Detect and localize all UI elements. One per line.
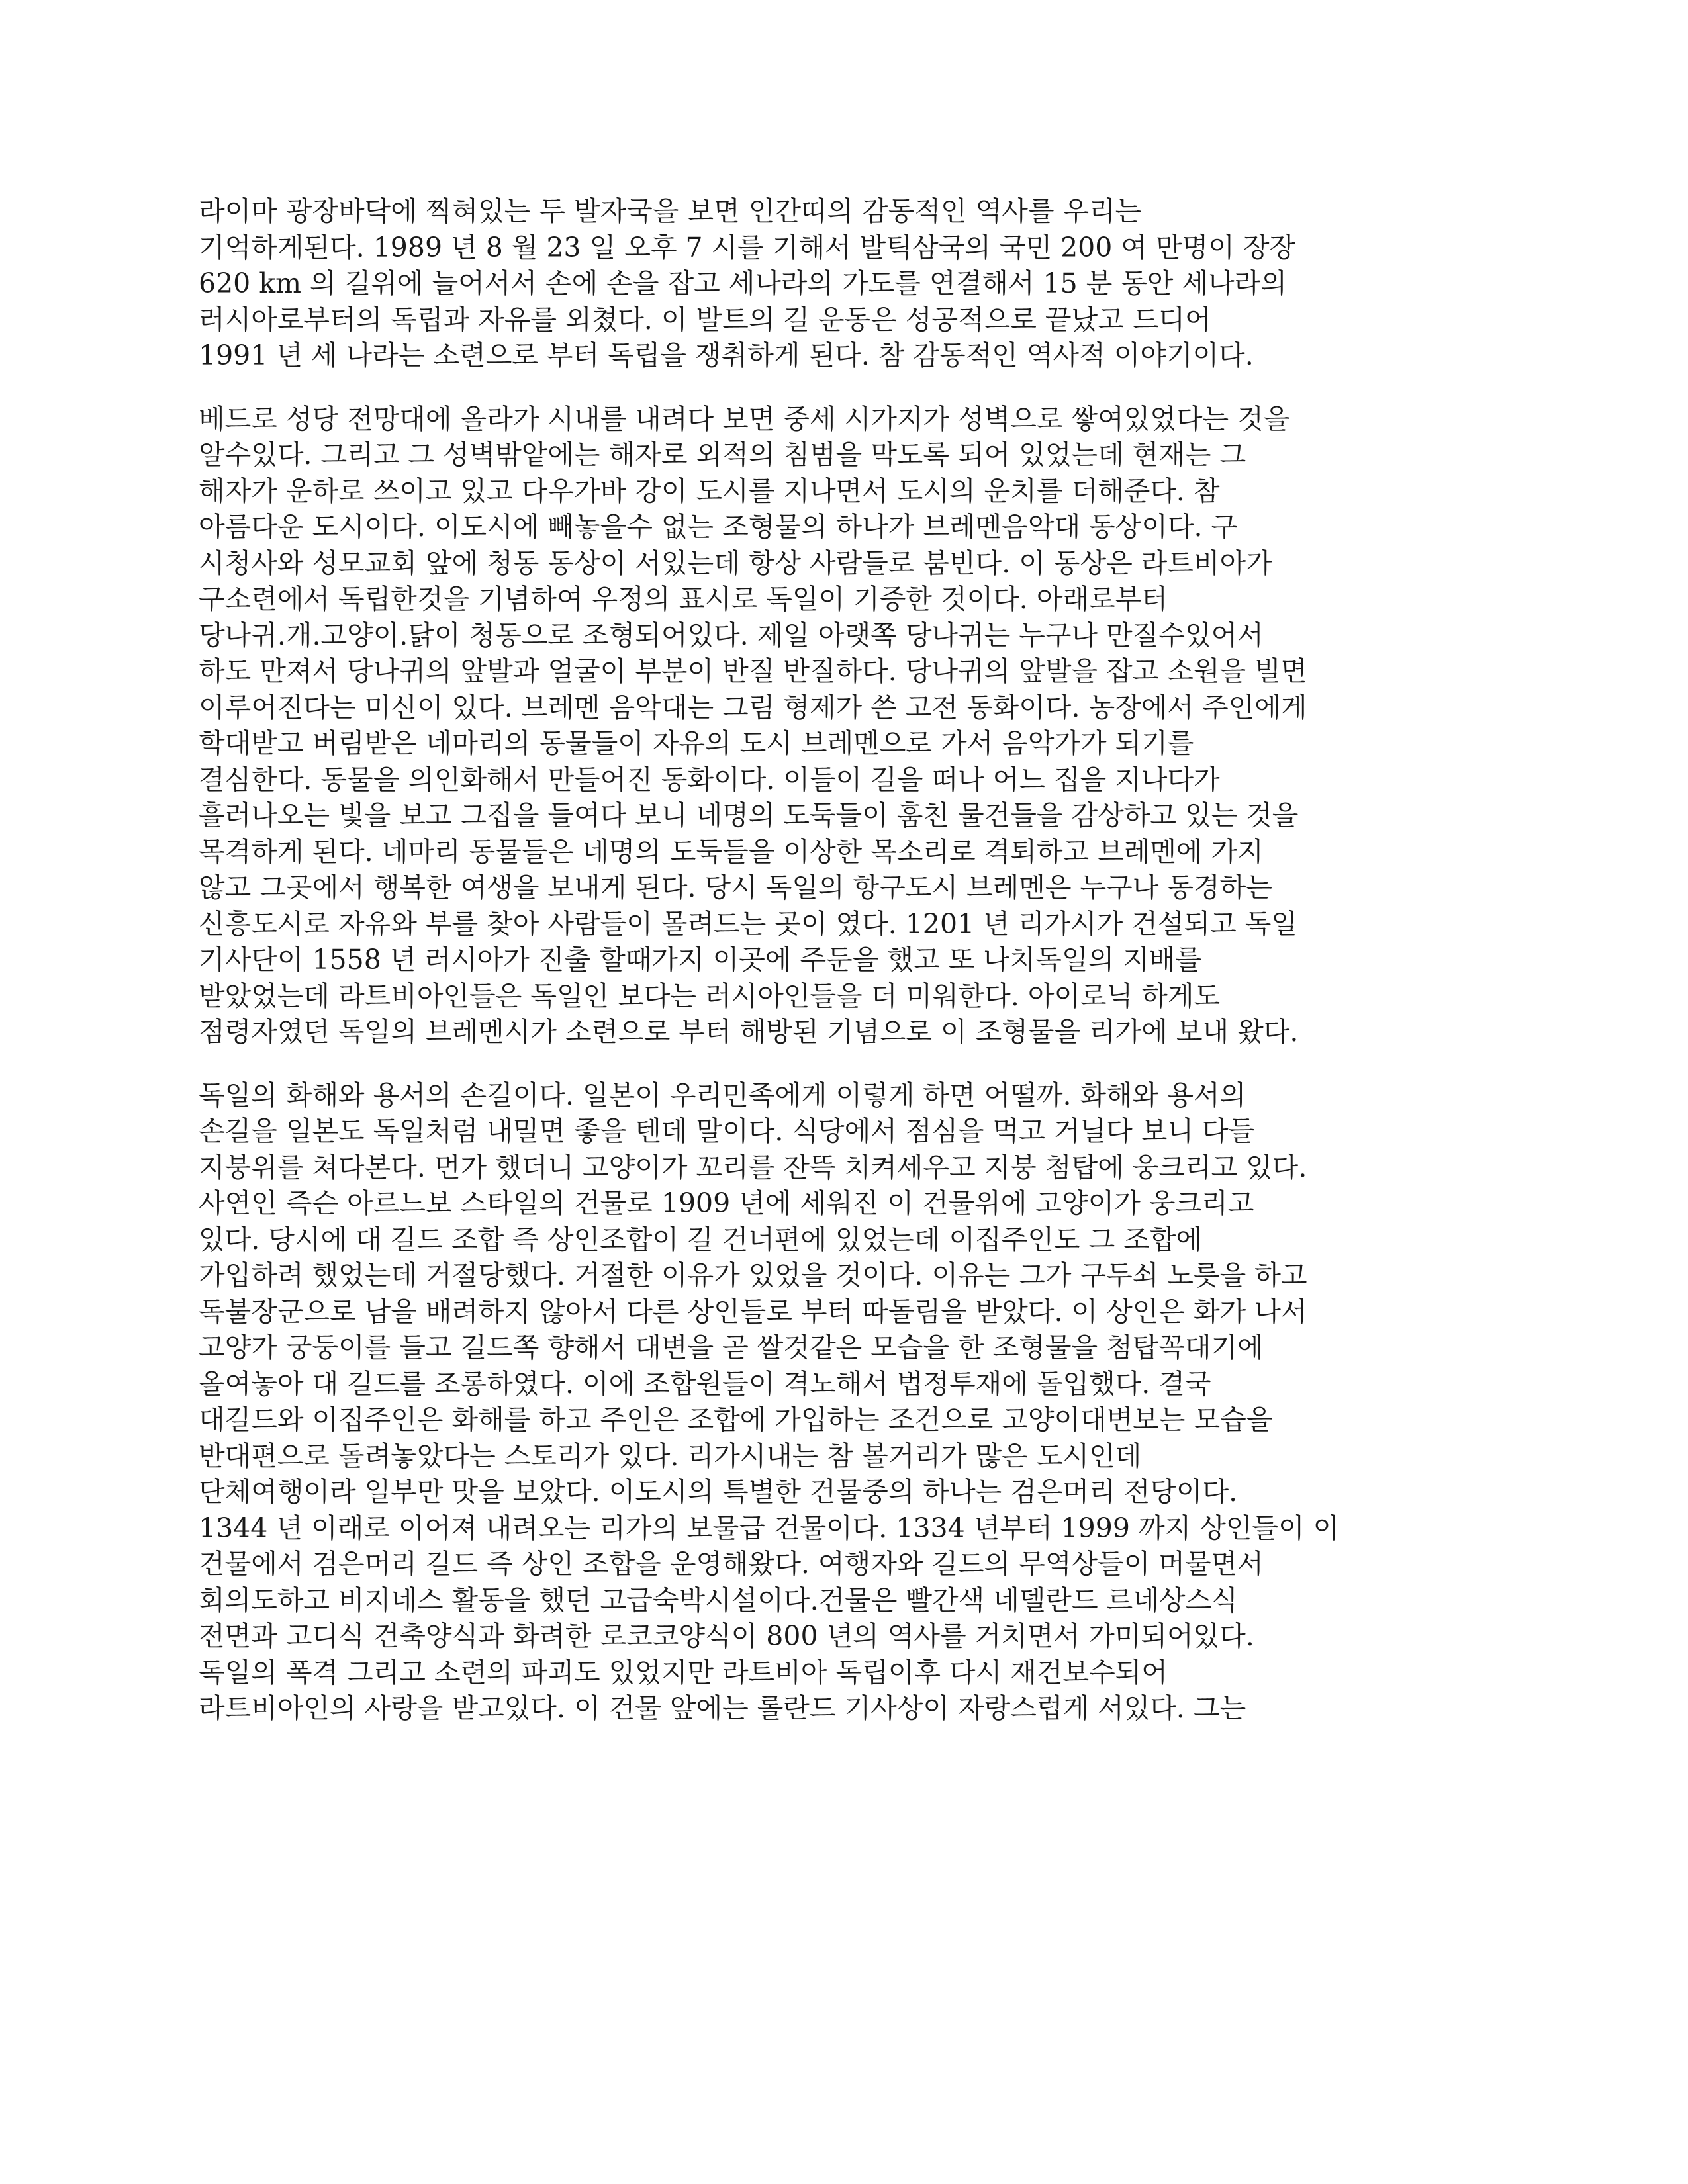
text-line: 당나귀.개.고양이.닭이 청동으로 조형되어있다. 제일 아랫쪽 당나귀는 누구나 만질수있어서 bbox=[199, 619, 1264, 651]
text-line: 회의도하고 비지네스 활동을 했던 고급숙박시설이다.건물은 빨간색 네델란드 르네상스식 bbox=[199, 1584, 1238, 1616]
text-line: 사연인 즉슨 아르느보 스타일의 건물로 1909 년에 세워진 이 건물위에 고양이가 웅크리고 bbox=[199, 1187, 1254, 1219]
text-line: 러시아로부터의 독립과 자유를 외쳤다. 이 발트의 길 운동은 성공적으로 끝났고 드디어 bbox=[199, 303, 1211, 336]
text-line: 결심한다. 동물을 의인화해서 만들어진 동화이다. 이들이 길을 떠나 어느 집을 지나다가 bbox=[199, 763, 1220, 796]
paragraph-2 bbox=[199, 401, 1489, 1050]
text-line: 점령자였던 독일의 브레멘시가 소련으로 부터 해방된 기념으로 이 조형물을 리가에 보내 왔다. bbox=[199, 1016, 1299, 1048]
text-line: 단체여행이라 일부만 맛을 보았다. 이도시의 특별한 건물중의 하나는 검은머리 전당이다. bbox=[199, 1476, 1238, 1508]
text-line: 알수있다. 그리고 그 성벽밖앝에는 해자로 외적의 침범을 막도록 되어 있었는데 현재는 그 bbox=[199, 439, 1246, 471]
text-line: 받았었는데 라트비아인들은 독일인 보다는 러시아인들을 더 미워한다. 아이로닉 하게도 bbox=[199, 979, 1221, 1012]
text-line: 전면과 고디식 건축양식과 화려한 로코코양식이 800 년의 역사를 거치면서 가미되어있다. bbox=[199, 1620, 1254, 1652]
text-line: 구소련에서 독립한것을 기념하여 우정의 표시로 독일이 기증한 것이다. 아래로부터 bbox=[199, 583, 1168, 615]
text-line: 손길을 일본도 독일처럼 내밀면 좋을 텐데 말이다. 식당에서 점심을 먹고 거닐다 보니 다들 bbox=[199, 1115, 1255, 1147]
text-line: 베드로 성당 전망대에 올라가 시내를 내려다 보면 중세 시가지가 성벽으로 쌓여있었다는 것을 bbox=[199, 402, 1290, 435]
text-line: 아름다운 도시이다. 이도시에 빼놓을수 없는 조형물의 하나가 브레멘음악대 동상이다. 구 bbox=[199, 511, 1238, 543]
text-line: 지붕위를 쳐다본다. 먼가 했더니 고양이가 꼬리를 잔뜩 치켜세우고 지붕 첨탑에 웅크리고 있다. bbox=[199, 1151, 1307, 1183]
text-line: 고양가 궁둥이를 들고 길드쪽 향해서 대변을 곧 쌀것같은 모습을 한 조형물을 첨탑꼭대기에 bbox=[199, 1332, 1264, 1363]
text-line: 건물에서 검은머리 길드 즉 상인 조합을 운영해왔다. 여행자와 길드의 무역상들이 머물면서 bbox=[199, 1548, 1264, 1580]
text-line: 1344 년 이래로 이어져 내려오는 리가의 보물급 건물이다. 1334 년부터 1999 까지 상인들이 이 bbox=[199, 1512, 1340, 1544]
text-line: 라트비아인의 사랑을 받고있다. 이 건물 앞에는 롤란드 기사상이 자랑스럽게 서있다. 그는 bbox=[199, 1692, 1246, 1724]
text-line: 않고 그곳에서 행복한 여생을 보내게 된다. 당시 독일의 항구도시 브레멘은 누구나 동경하는 bbox=[199, 872, 1272, 903]
text-line: 라이마 광장바닥에 찍혀있는 두 발자국을 보면 인간띠의 감동적인 역사를 우리는 bbox=[199, 195, 1142, 227]
text-line: 올여놓아 대 길드를 조롱하였다. 이에 조합원들이 격노해서 법정투재에 돌입했다. 결국 bbox=[199, 1367, 1211, 1400]
text-line: 기억하게된다. 1989 년 8 월 23 일 오후 7 시를 기해서 발틱삼국의 국민 200 여 만명이 장장 bbox=[199, 231, 1296, 263]
text-line: 독일의 화해와 용서의 손길이다. 일본이 우리민족에게 이렇게 하면 어떨까. 화해와 용서의 bbox=[199, 1079, 1246, 1111]
text-line: 학대받고 버림받은 네마리의 동물들이 자유의 도시 브레멘으로 가서 음악가가 되기를 bbox=[199, 727, 1194, 759]
document-page bbox=[199, 193, 1489, 1754]
text-line: 가입하려 했었는데 거절당했다. 거절한 이유가 있었을 것이다. 이유는 그가 구두쇠 노릇을 하고 bbox=[199, 1259, 1307, 1291]
text-line: 대길드와 이집주인은 화해를 하고 주인은 조합에 가입하는 조건으로 고양이대변보는 모습을 bbox=[199, 1404, 1273, 1435]
text-line: 흘러나오는 빛을 보고 그집을 들여다 보니 네명의 도둑들이 훔친 물건들을 감상하고 있는 것을 bbox=[199, 799, 1299, 831]
text-line: 신흥도시로 자유와 부를 찾아 사람들이 몰려드는 곳이 였다. 1201 년 리가시가 건설되고 독일 bbox=[199, 907, 1297, 940]
text-line: 해자가 운하로 쓰이고 있고 다우가바 강이 도시를 지나면서 도시의 운치를 더해준다. 참 bbox=[199, 475, 1220, 507]
text-line: 독불장군으로 남을 배려하지 않아서 다른 상인들로 부터 따돌림을 받았다. 이 상인은 화가 나서 bbox=[199, 1295, 1307, 1328]
text-line: 하도 만져서 당나귀의 앞발과 얼굴이 부분이 반질 반질하다. 당나귀의 앞발을 잡고 소원을 빌면 bbox=[199, 655, 1307, 687]
paragraph-3 bbox=[199, 1077, 1489, 1727]
text-line: 기사단이 1558 년 러시아가 진출 할때가지 이곳에 주둔을 했고 또 나치독일의 지배를 bbox=[199, 944, 1202, 976]
text-line: 목격하게 된다. 네마리 동물들은 네명의 도둑들을 이상한 목소리로 격퇴하고 브레멘에 가지 bbox=[199, 835, 1264, 868]
text-line: 시청사와 성모교회 앞에 청동 동상이 서있는데 항상 사람들로 붐빈다. 이 동상은 라트비아가 bbox=[199, 547, 1272, 579]
paragraph-1 bbox=[199, 193, 1489, 374]
text-line: 있다. 당시에 대 길드 조합 즉 상인조합이 길 건너편에 있었는데 이집주인도 그 조합에 bbox=[199, 1223, 1203, 1255]
text-line: 독일의 폭격 그리고 소련의 파괴도 있었지만 라트비아 독립이후 다시 재건보수되어 bbox=[199, 1656, 1168, 1688]
text-line: 반대편으로 돌려놓았다는 스토리가 있다. 리가시내는 참 볼거리가 많은 도시인데 bbox=[199, 1439, 1142, 1472]
text-line: 1991 년 세 나라는 소련으로 부터 독립을 쟁취하게 된다. 참 감동적인 역사적 이야기이다. bbox=[199, 340, 1254, 371]
text-line: 620 km 의 길위에 늘어서서 손에 손을 잡고 세나라의 가도를 연결해서 15 분 동안 세나라의 bbox=[199, 267, 1287, 299]
text-line: 이루어진다는 미신이 있다. 브레멘 음악대는 그림 형제가 쓴 고전 동화이다. 농장에서 주인에게 bbox=[199, 691, 1307, 723]
